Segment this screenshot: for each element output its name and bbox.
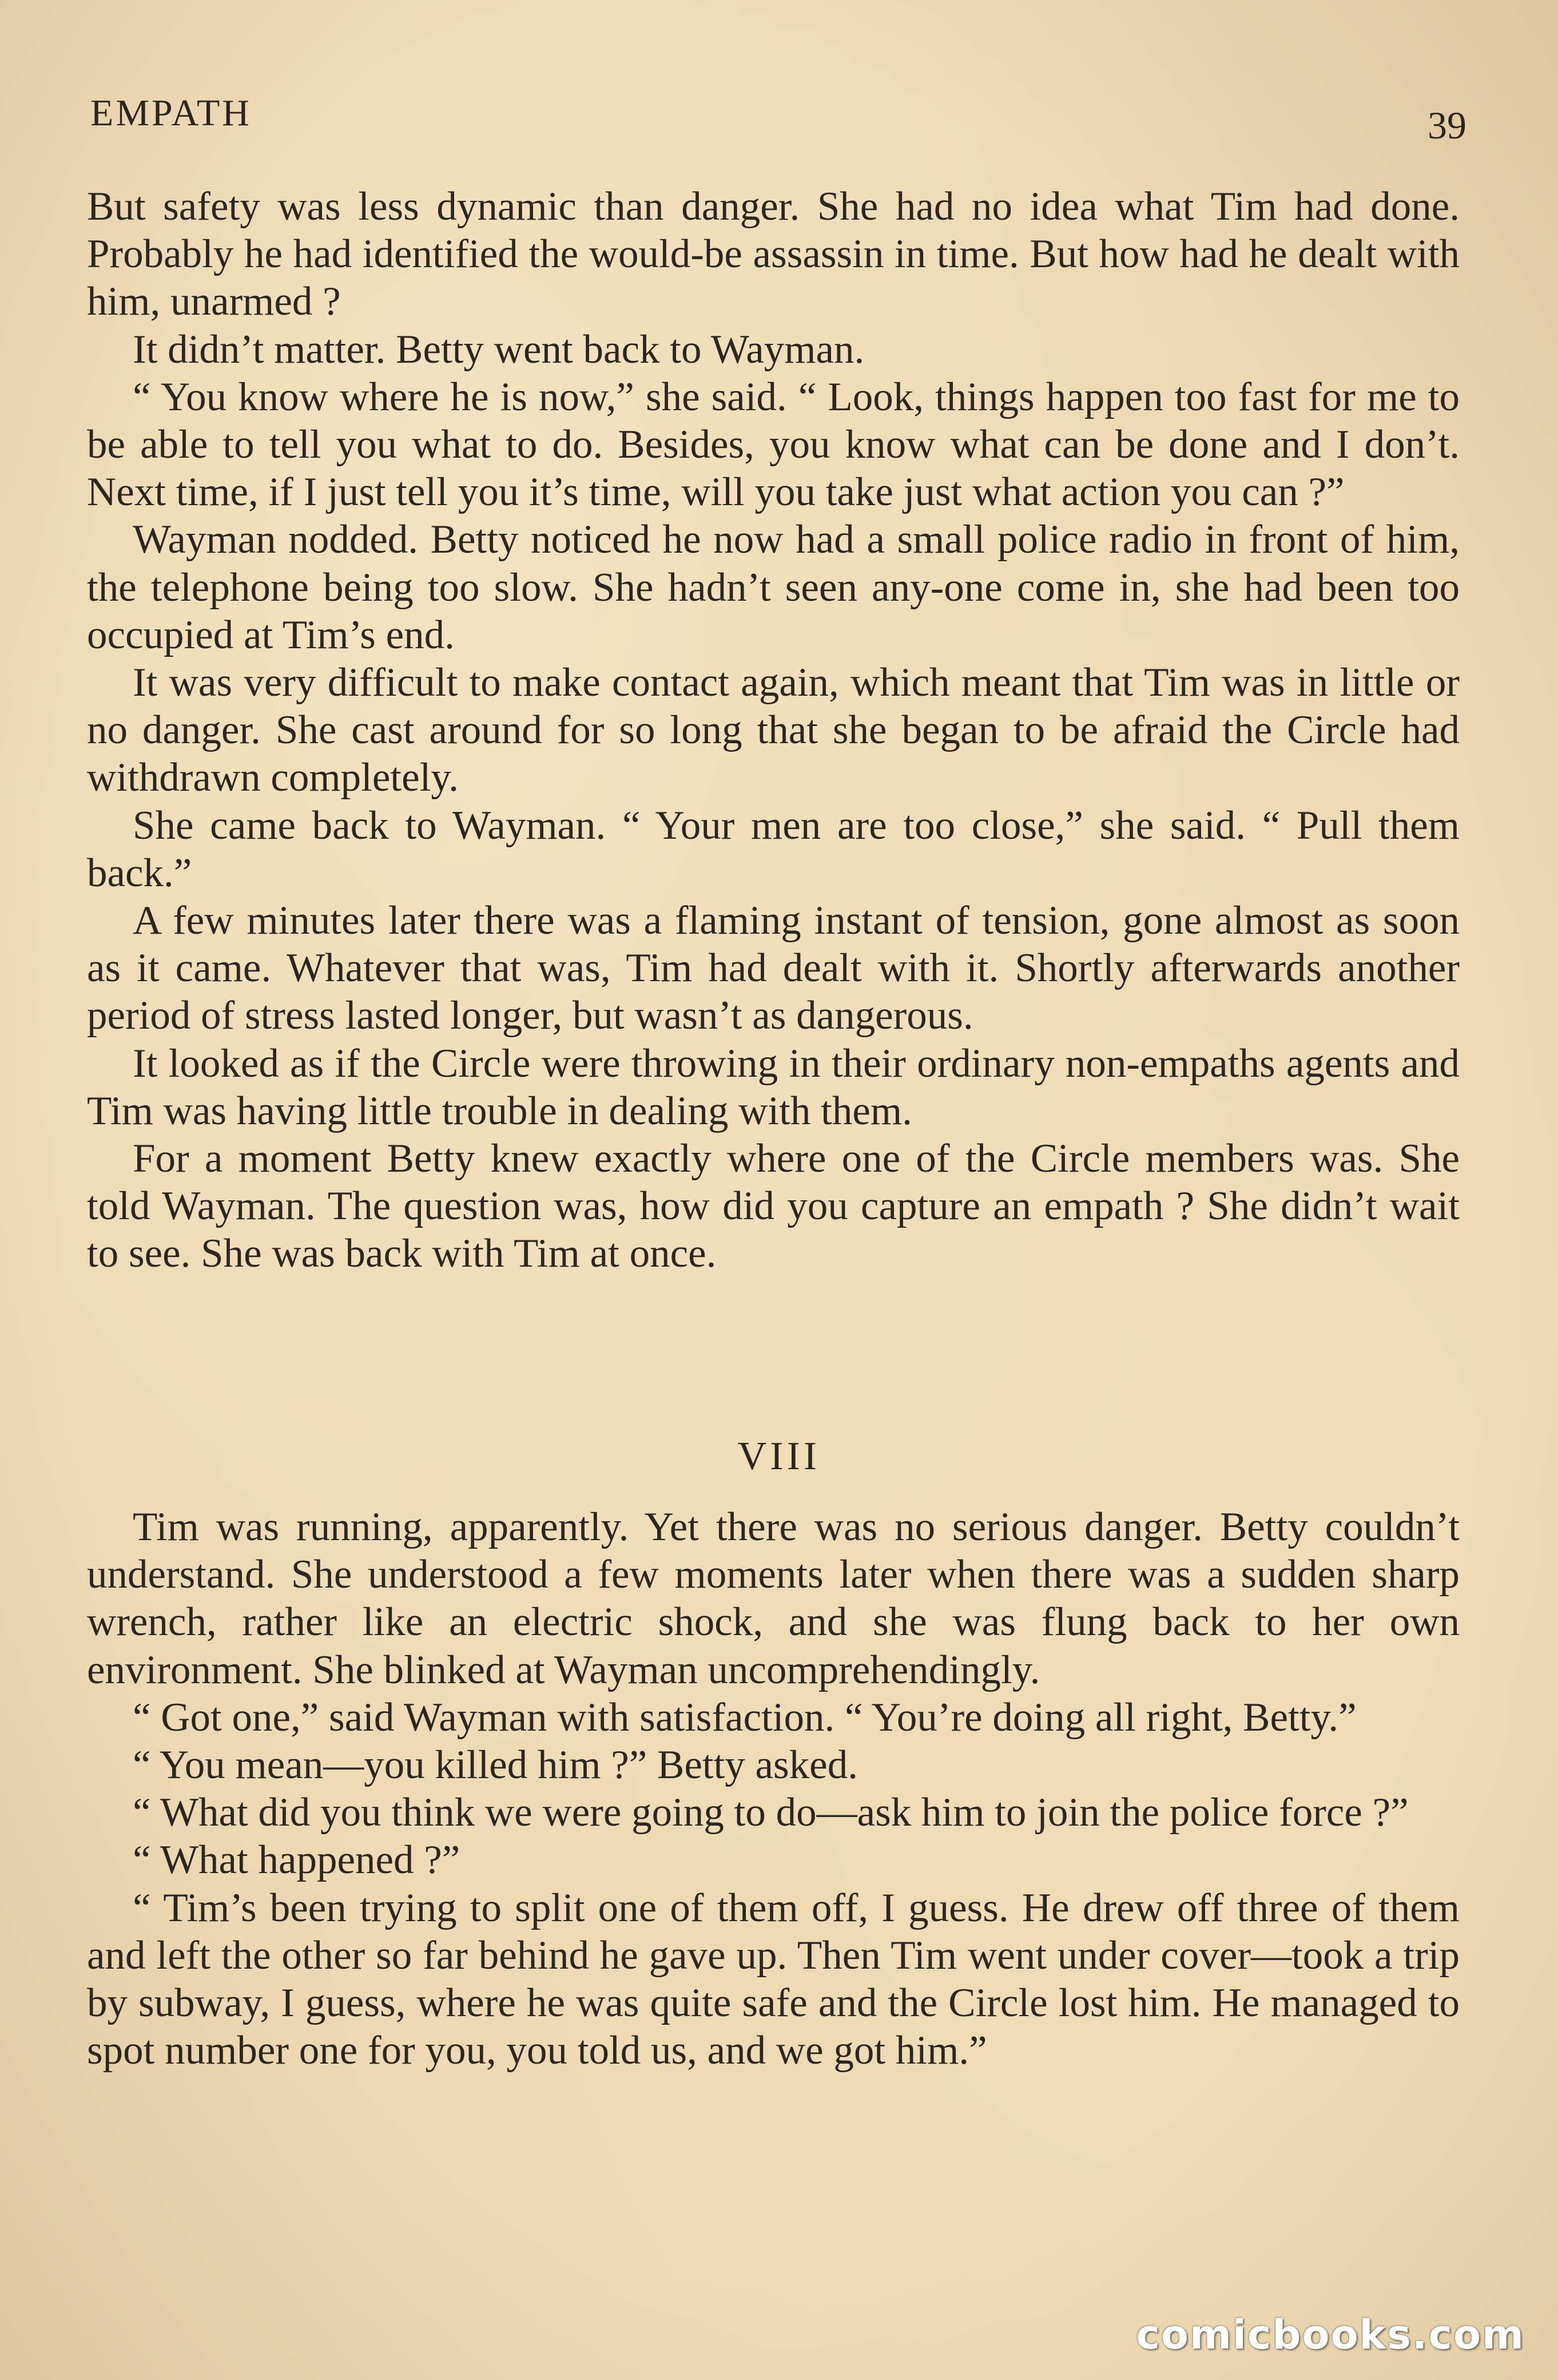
paragraph: Tim was running, apparently. Yet there was no serious danger. Betty couldn’t understand. She understood a few moments later when there was a sudden sharp wrench, rather like an electric shock, and she was flung back to her own environment. She blinked at Wayman uncomprehendingly. [87,1505,1460,1692]
paragraph: “ You know where he is now,” she said. “ Look, things happen too fast for me to be able to tell you what to do. Besides, you know what can be done and I don’t. Next time, if I just tell you it’s time, will you take just what action you can ?” [87,374,1460,515]
page-number: 39 [1428,104,1466,147]
paragraph: It looked as if the Circle were throwing in their ordinary non-empaths agents and Tim was having little trouble in dealing with them. [87,1041,1460,1133]
page-header [90,92,1466,147]
paragraph: But safety was less dynamic than danger. She had no idea what Tim had done. Probably he had identified the would-be assassin in time. But how had he dealt with him, unarmed ? [87,184,1460,324]
paragraph: “ What happened ?” [133,1838,460,1883]
paragraph: “ You mean—you killed him ?” Betty asked. [133,1743,858,1788]
paragraph: “ Tim’s been trying to split one of them off, I guess. He drew off three of them and left the other so far behind he gave up. Then Tim went under cover—took a trip by subway, I guess, where he was quite safe and the Circle lost him. He managed to spot number one for you, you told us, and we got him.” [87,1885,1460,2073]
body-text-block-2 [87,1504,1460,2074]
paragraph: It was very difficult to make contact again, which meant that Tim was in little or no danger. She cast around for so long that she began to be afraid the Circle had withdrawn completely. [87,660,1460,800]
paragraph: “ Got one,” said Wayman with satisfaction. “ You’re doing all right, Betty.” [133,1695,1357,1740]
paragraph: For a moment Betty knew exactly where one of the Circle members was. She told Wayman. The question was, how did you capture an empath ? She didn’t wait to see. She was back with Tim at once. [87,1136,1460,1276]
body-text-block-1 [87,183,1460,1278]
paragraph: Wayman nodded. Betty noticed he now had a small police radio in front of him, the telephone being too slow. She hadn’t seen any-one come in, she had been too occupied at Tim’s end. [87,517,1460,657]
paragraph: “ What did you think we were going to do—ask him to join the police force ?” [133,1790,1409,1835]
chapter-heading: VIII [737,1434,821,1478]
site-watermark: comicbooks.com [1136,2311,1525,2358]
running-head: EMPATH [90,92,252,134]
paragraph: It didn’t matter. Betty went back to Wayman. [133,327,865,372]
paragraph: A few minutes later there was a flaming instant of tension, gone almost as soon as it came. Whatever that was, Tim had dealt with it. Shortly afterwards another period of stress lasted longer, but wasn’t as dangerous. [87,898,1460,1038]
paragraph: She came back to Wayman. “ Your men are too close,” she said. “ Pull them back.” [87,803,1460,895]
